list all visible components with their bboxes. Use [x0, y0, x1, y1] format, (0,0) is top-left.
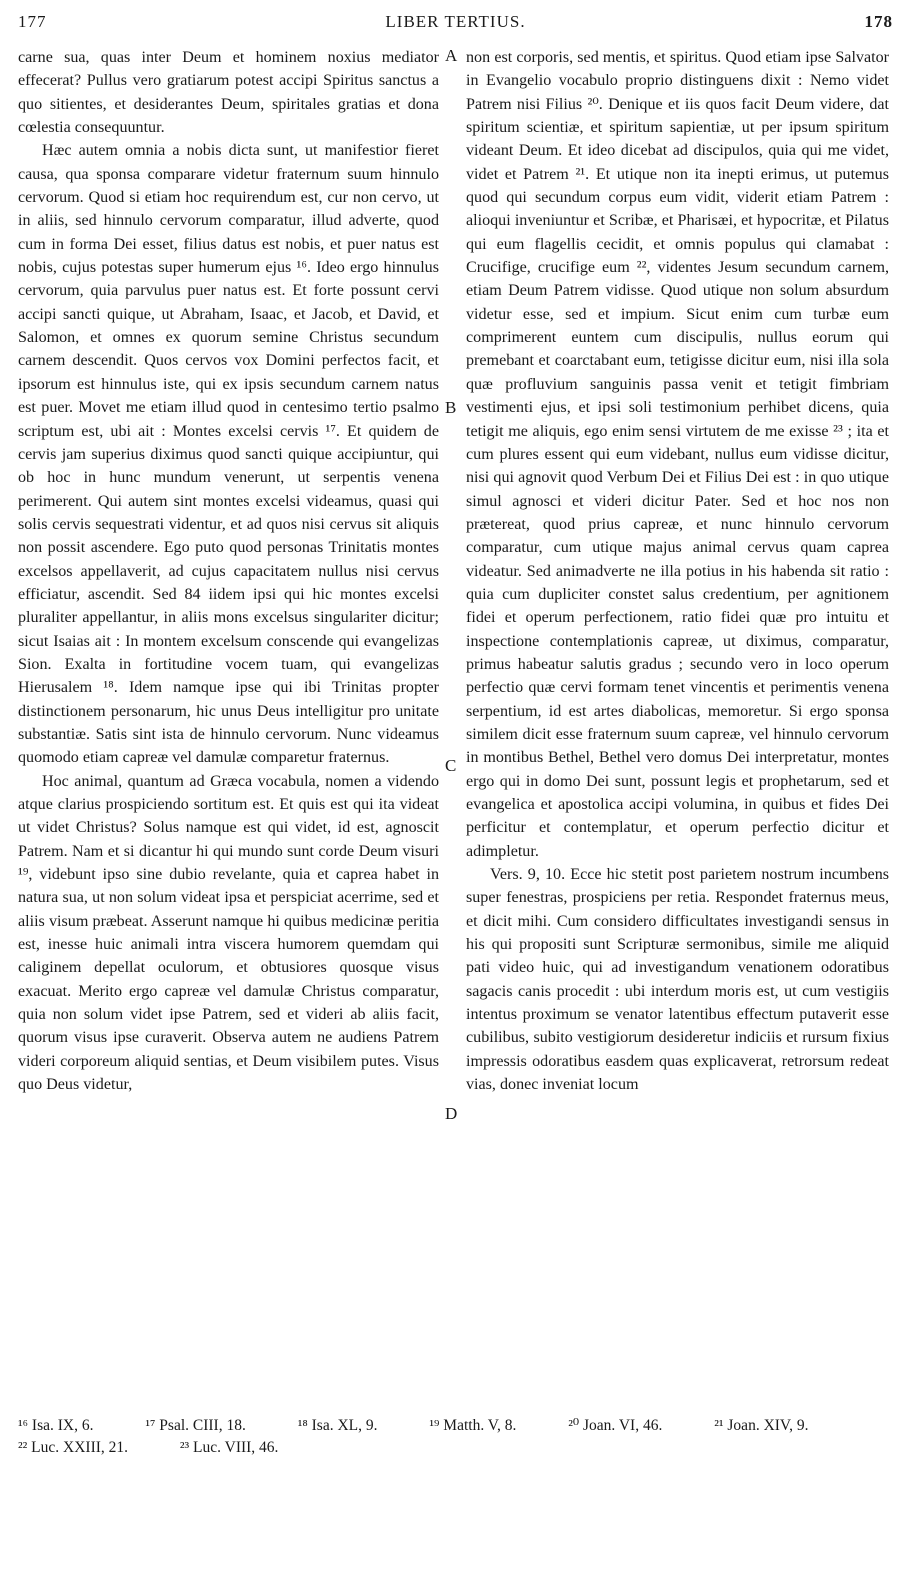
left-column [18, 46, 439, 1406]
margin-marker-b: B [445, 398, 457, 417]
running-title: LIBER TERTIUS. [385, 12, 526, 31]
footnote: ¹⁷ Psal. CIII, 18. [145, 1417, 246, 1434]
paragraph: Hoc animal, quantum ad Græca vocabula, nomen a videndo atque clarius prospiciendo sortitum est. Et quis est qui ita videat ut videt Christus? Solus namque est qui videt, id est, agnoscit Patrem. Nam et si dicantur hi qui mundo sunt corde Deum visuri ¹⁹, videbunt ipso sine dubio revelante, quia et caprea habet in natura sua, ut non solum videat ipsa et perspiciat acerrime, sed et aliis visum præbeat. Asserunt namque hi quibus medicinæ peritia est, inesse huic animali intra viscera humorem quemdam qui caliginem depellat oculorum, et obtusiores quosque visus exacuat. Merito ergo capreæ vel damulæ Christus comparatur, quia non solum videt ipse Patrem, sed et videri ab aliis facit, quorum visus ipse curaverit. Observa autem ne audiens Patrem videri corporeum aliquid sentias, et Deum visibilem putes. Visus quo Deus videtur, [18, 772, 439, 1094]
paragraph: non est corporis, sed mentis, et spiritus. Quod etiam ipse Salvator in Evangelio vocabulo proprio distinguens dixit : Nemo videt Patrem nisi Filius ²⁰. Denique et iis quos facit Deum videre, dat spiritum scientiæ, et spiritum sapientiæ, ut per ipsum spiritum videant Deum. Et ideo dicebat ad discipulos, quia qui me videt, videt et Patrem ²¹. Et utique non ita inepti erimus, ut putemus quod qui secundum corpus eum vidit, viderit etiam Patrem : alioqui inveniuntur et Scribæ, et Pharisæi, et hypocritæ, et Pilatus qui eum flagellis cecidit, et omnis populus qui clamabat : Crucifige, crucifige eum ²², videntes Jesum secundum carnem, etiam Deum Patrem vidisse. Quod utique non solum absurdum videtur esse, sed et impium. Sicut enim cum turbæ eum comprimerent euntem cum discipulis, nullus eorum qui premebant et coarctabant eum, tetigisse dicitur eum, nisi illa sola quæ profluvium sanguinis passa venit et tetigit fimbriam vestimenti ejus, et ipsi soli testimonium perhibet dicens, quia tetigit me aliquis, ego enim sensi virtutem de me exisse ²³ ; ita et cum plures essent qui eum videbant, nullus eum vidisse dicitur, nisi qui agnovit quod Verbum Dei et Filius Dei est : in quo utique simul agnosci et videri dicitur Pater. Sed et hoc nos non prætereat, quod prius capreæ, et nunc hinnulo cervorum comparatur, cum utique majus animal cervus quam caprea videatur. Sed animadverte ne illa potius in his habenda sit ratio : quia cum dupliciter constet salus credentium, per agnitionem fidei et operum perfectionem, ratio fidei quæ pro intuitu et inspectione contemplationis capreæ, ut diximus, comparatur, primus habeatur salutis gradus ; secundo vero in loco operum perfectio quæ cervi formam tenet vincentis et perimentis venena serpentium, id est artes diabolicas, memoretur. Si ergo sponsa similem dicit esse fraternum suum capreæ, vel hinnulo cervorum in montibus Bethel, Bethel vero domus Dei interpretatur, montes ergo qui in domo Dei sunt, possunt legis et prophetarum, sed et evangelica et apostolica accipi volumina, in quibus et fides Dei perficitur et contemplatur, et operum perfectio dicitur et adimpletur. [466, 49, 889, 860]
footnote: ²² Luc. XXIII, 21. [18, 1439, 129, 1456]
margin-marker-a: A [445, 46, 458, 65]
paragraph: carne sua, quas inter Deum et hominem noxius mediator effecerat? Pullus vero gratiarum potest accipi Spiritus sanctus a quo sitientes, et desiderantes Deum, spiritales gratias et dona cœlestia consequuntur. [18, 49, 439, 137]
footnotes-line-1 [18, 1415, 898, 1437]
footnote: ¹⁹ Matth. V, 8. [429, 1417, 517, 1434]
footnotes-line-2 [18, 1437, 898, 1459]
footnote: ¹⁶ Isa. IX, 6. [18, 1417, 94, 1434]
paragraph: Hæc autem omnia a nobis dicta sunt, ut manifestior fieret causa, qua sponsa comparare videtur fraternum suum hinnulo cervorum. Quod si etiam hoc requirendum est, cur non cervo, ut in aliis, sed hinnulo cervorum comparatur, illud adverte, quod cum in forma Dei esset, filius datus est nobis, et puer natus est nobis, cujus potestas super humerum ejus ¹⁶. Ideo ergo hinnulus cervorum, quia parvulus puer natus est. Et forte possunt cervi accipi sancti quique, ut Abraham, Isaac, et Jacob, et David, et Salomon, et omnes ex quorum semine Christus secundum carnem descendit. Quos cervos vox Domini perfectos facit, et ipsorum est hinnulus iste, qui ex ipsis secundum carnem natus est puer. Movet me etiam illud quod in centesimo tertio psalmo scriptum est, ubi ait : Montes excelsi cervis ¹⁷. Et quidem de cervis jam superius diximus quod sancti quique accipiuntur, qui ob hoc in hunc mundum venerunt, ut serpentis venena perimerent. Qui autem sint montes excelsi videamus, quasi qui solis cervis sequestrati videntur, et ad quos nisi cervus sit aliquis non possit ascendere. Ego puto quod personas Trinitatis montes excelsos appellaverit, ad cujus capacitatem nullus nisi cervus efficiatur, ascendit. Sed 84 iidem ipsi qui hic montes excelsi pluraliter appellantur, in aliis mons excelsus singulariter dicitur; sicut Isaias ait : In montem excelsum conscende qui evangelizas Sion. Exalta in fortitudine vocem tuam, qui evangelizas Hierusalem ¹⁸. Idem namque ipse qui ibi Trinitas propter distinctionem personarum, hic unus Deus intelligitur pro unitate substantiæ. Satis sint ista de hinnulo cervorum. Nunc videamus quomodo etiam capreæ vel damulæ comparetur fraternus. [18, 142, 439, 767]
margin-marker-d: D [445, 1104, 458, 1123]
right-column [466, 46, 889, 1406]
footnote: ²⁰ Joan. VI, 46. [568, 1417, 663, 1434]
footnote: ²¹ Joan. XIV, 9. [714, 1417, 809, 1434]
footnote: ²³ Luc. VIII, 46. [179, 1439, 279, 1456]
footnote: ¹⁸ Isa. XL, 9. [297, 1417, 378, 1434]
margin-marker-c: C [445, 756, 457, 775]
paragraph: Vers. 9, 10. Ecce hic stetit post parietem nostrum incumbens super fenestras, prospiciens per retia. Respondet fraternus meus, et dicit mihi. Cum considero difficultates investigandi sensus in his qui propositi sunt Scripturæ sermonibus, simile me aliquid pati video huic, qui ad investigandum venationem odoratibus sagacis canis procedit : ubi interdum moris est, ut cum vestigiis intentus proximum se venator latentibus effectum putaverit esse cubilibus, subito vestigiorum desideretur indiciis et rursum fixius impressis odoratibus easdem quas explicaverat, retrorsum redeat vias, donec inveniat locum [466, 866, 889, 1094]
page-number-right: 178 [864, 12, 893, 31]
page-number-left: 177 [18, 12, 47, 31]
